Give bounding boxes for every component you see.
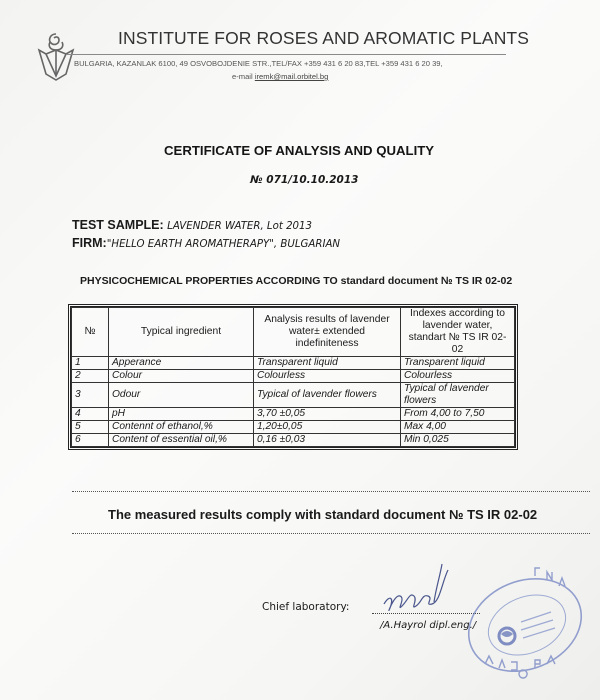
- header-number: №: [72, 308, 109, 357]
- dotted-divider-bottom: [72, 533, 590, 534]
- institute-name: INSTITUTE FOR ROSES AND AROMATIC PLANTS: [118, 28, 529, 48]
- row-result: 3,70 ±0,05: [254, 408, 401, 421]
- results-table-frame: [68, 304, 518, 450]
- row-number: 6: [72, 434, 109, 447]
- certificate-number: № 071/10.10.2013: [250, 174, 359, 186]
- row-index: From 4,00 to 7,50: [401, 408, 515, 421]
- test-sample-label: TEST SAMPLE:: [72, 218, 164, 232]
- header-analysis-results: Analysis results of lavender water± extended indefiniteness: [254, 308, 401, 357]
- email-label: e-mail: [232, 72, 253, 81]
- results-table: [71, 307, 515, 447]
- certificate-title: CERTIFICATE OF ANALYSIS AND QUALITY: [164, 143, 435, 158]
- header-indexes: Indexes according to lavender water, standart № TS IR 02-02: [401, 308, 515, 357]
- row-ingredient: Contennt of ethanol,%: [109, 421, 254, 434]
- row-number: 2: [72, 370, 109, 383]
- rose-book-logo-icon: [36, 30, 76, 82]
- table-header-row: [72, 308, 515, 357]
- row-ingredient: Content of essential oil,%: [109, 434, 254, 447]
- row-ingredient: Colour: [109, 370, 254, 383]
- row-index: Typical of lavender flowers: [401, 383, 515, 408]
- row-ingredient: Odour: [109, 383, 254, 408]
- row-ingredient: Apperance: [109, 357, 254, 370]
- table-row: [72, 383, 515, 408]
- firm-label: FIRM:: [72, 236, 107, 250]
- properties-title: PHYSICOCHEMICAL PROPERTIES ACCORDING TO standard document № TS IR 02-02: [80, 275, 513, 287]
- row-ingredient: pH: [109, 408, 254, 421]
- row-index: Transparent liquid: [401, 357, 515, 370]
- test-sample-line: [72, 218, 312, 232]
- row-number: 3: [72, 383, 109, 408]
- row-result: 1,20±0,05: [254, 421, 401, 434]
- row-result: Colourless: [254, 370, 401, 383]
- test-sample-value: LAVENDER WATER, Lot 2013: [167, 221, 312, 232]
- table-row: [72, 421, 515, 434]
- header-divider: [66, 54, 506, 55]
- row-index: Colourless: [401, 370, 515, 383]
- chief-laboratory-label: Chief laboratory:: [262, 601, 350, 613]
- institute-address: BULGARIA, KAZANLAK 6100, 49 OSVOBOJDENIE STR.,TEL/FAX +359 431 6 20 83,TEL +359 431 6 20 39,: [74, 59, 443, 68]
- row-result: Typical of lavender flowers: [254, 383, 401, 408]
- row-index: Max 4,00: [401, 421, 515, 434]
- table-row: [72, 434, 515, 447]
- email-link[interactable]: iremk@mail.orbitel.bg: [254, 72, 329, 81]
- row-number: 1: [72, 357, 109, 370]
- firm-line: [72, 236, 340, 250]
- conclusion-text: The measured results comply with standard document № TS IR 02-02: [108, 507, 538, 522]
- table-row: [72, 370, 515, 383]
- signer-name: /A.Hayrol dipl.eng./: [380, 620, 477, 631]
- handwritten-signature-icon: [380, 560, 500, 612]
- email-line: [232, 72, 328, 81]
- row-number: 5: [72, 421, 109, 434]
- header-ingredient: Typical ingredient: [109, 308, 254, 357]
- row-number: 4: [72, 408, 109, 421]
- dotted-divider-top: [72, 491, 590, 492]
- row-index: Min 0,025: [401, 434, 515, 447]
- signature-line: [372, 613, 480, 614]
- row-result: 0,16 ±0,03: [254, 434, 401, 447]
- firm-value: "HELLO EARTH AROMATHERAPY", BULGARIAN: [106, 239, 341, 250]
- table-row: [72, 357, 515, 370]
- table-row: [72, 408, 515, 421]
- row-result: Transparent liquid: [254, 357, 401, 370]
